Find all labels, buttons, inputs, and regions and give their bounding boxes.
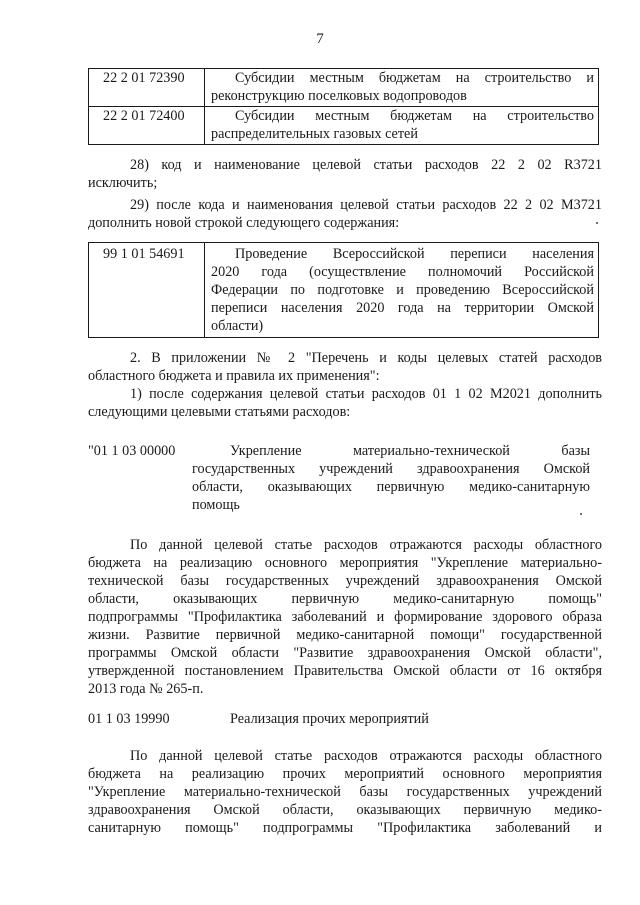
name-cell — [205, 107, 599, 145]
item-28-line: исключить; — [88, 175, 158, 191]
paragraph-line: области, оказывающих первичную медико-санитарную помощь" — [88, 591, 602, 607]
entry-code: 01 1 03 19990 — [88, 711, 170, 727]
article-code: 22 2 01 72390 — [103, 70, 185, 86]
article-code: 99 1 01 54691 — [103, 246, 185, 262]
code-cell — [89, 69, 205, 107]
section-2-line: 1) после содержания целевой статьи расходов 01 1 02 М2021 дополнить — [130, 386, 602, 402]
section-2 — [88, 349, 602, 421]
article-name-line: 2020 года (осуществление полномочий Российской — [211, 264, 594, 280]
paragraph-line: По данной целевой статье расходов отражаются расходы областного — [130, 537, 602, 553]
scan-speck — [580, 513, 582, 515]
item-29-line: 29) после кода и наименования целевой статьи расходов 22 2 02 М3721 — [130, 197, 602, 213]
paragraph-line: технической базы государственных учреждений здравоохранения Омской — [88, 573, 602, 589]
article-name-line: Субсидии местным бюджетам на строительство и — [235, 70, 594, 86]
scan-speck — [596, 222, 598, 224]
target-articles-table — [88, 68, 599, 145]
entry-name-line: области, оказывающих первичную медико-санитарную — [192, 479, 590, 495]
paragraph-line: "Укрепление материально-технической базы государственных учреждений — [88, 784, 602, 800]
item-29 — [88, 196, 602, 232]
section-2-line: следующими целевыми статьями расходов: — [88, 404, 351, 420]
name-cell — [205, 243, 599, 338]
article-name-line: области) — [211, 318, 264, 334]
paragraph-line: санитарную помощь" подпрограммы "Профилактика заболеваний и — [88, 820, 602, 836]
code-cell — [89, 243, 205, 338]
paragraph-line: 2013 года № 265-п. — [88, 681, 204, 697]
article-name-line: реконструкцию поселковых водопроводов — [211, 88, 467, 104]
paragraph-line: По данной целевой статье расходов отражаются расходы областного — [130, 748, 602, 764]
table-row — [89, 243, 599, 338]
table-row — [89, 69, 599, 107]
paragraph-line: программы Омской области "Развитие здравоохранения Омской области", — [88, 645, 602, 661]
code-cell — [89, 107, 205, 145]
page-number: 7 — [316, 31, 324, 47]
article-name-line: Субсидии местным бюджетам на строительство — [235, 108, 594, 124]
table-row — [89, 107, 599, 145]
name-cell — [205, 69, 599, 107]
section-2-line: 2. В приложении № 2 "Перечень и коды целевых статей расходов — [130, 350, 602, 366]
paragraph-line: утвержденной постановлением Правительства Омской области от 16 октября — [88, 663, 602, 679]
item-28-line: 28) код и наименование целевой статьи расходов 22 2 02 R3721 — [130, 157, 602, 173]
paragraph-line: бюджета на реализацию основного мероприятия "Укрепление материально- — [88, 555, 602, 571]
entry-name-line: помощь — [192, 497, 240, 513]
article-code: 22 2 01 72400 — [103, 108, 185, 124]
paragraph-2 — [88, 747, 602, 837]
article-name-line: распределительных газовых сетей — [211, 126, 418, 142]
article-name-line: Федерации по подготовке и проведению Всероссийской — [211, 282, 594, 298]
entry-name — [192, 442, 590, 514]
paragraph-line: здравоохранения Омской области, оказывающих первичную медико- — [88, 802, 602, 818]
paragraph-line: жизни. Развитие первичной медико-санитарной помощи" государственной — [88, 627, 602, 643]
paragraph-1 — [88, 536, 602, 698]
entry-name-line: Укрепление материально-технической базы — [230, 443, 590, 459]
entry-code: "01 1 03 00000 — [88, 443, 176, 459]
item-28 — [88, 156, 602, 192]
paragraph-line: подпрограммы "Профилактика заболеваний и формирование здорового образа — [88, 609, 602, 625]
new-article-table — [88, 242, 599, 338]
article-name-line: переписи населения 2020 года на территории Омской — [211, 300, 594, 316]
entry-name: Реализация прочих мероприятий — [230, 711, 429, 727]
entry-name-line: государственных учреждений здравоохранения Омской — [192, 461, 590, 477]
paragraph-line: бюджета на реализацию прочих мероприятий основного мероприятия — [88, 766, 602, 782]
section-2-line: областного бюджета и правила их применения": — [88, 368, 380, 384]
article-name-line: Проведение Всероссийской переписи населения — [235, 246, 594, 262]
item-29-line: дополнить новой строкой следующего содержания: — [88, 215, 400, 231]
